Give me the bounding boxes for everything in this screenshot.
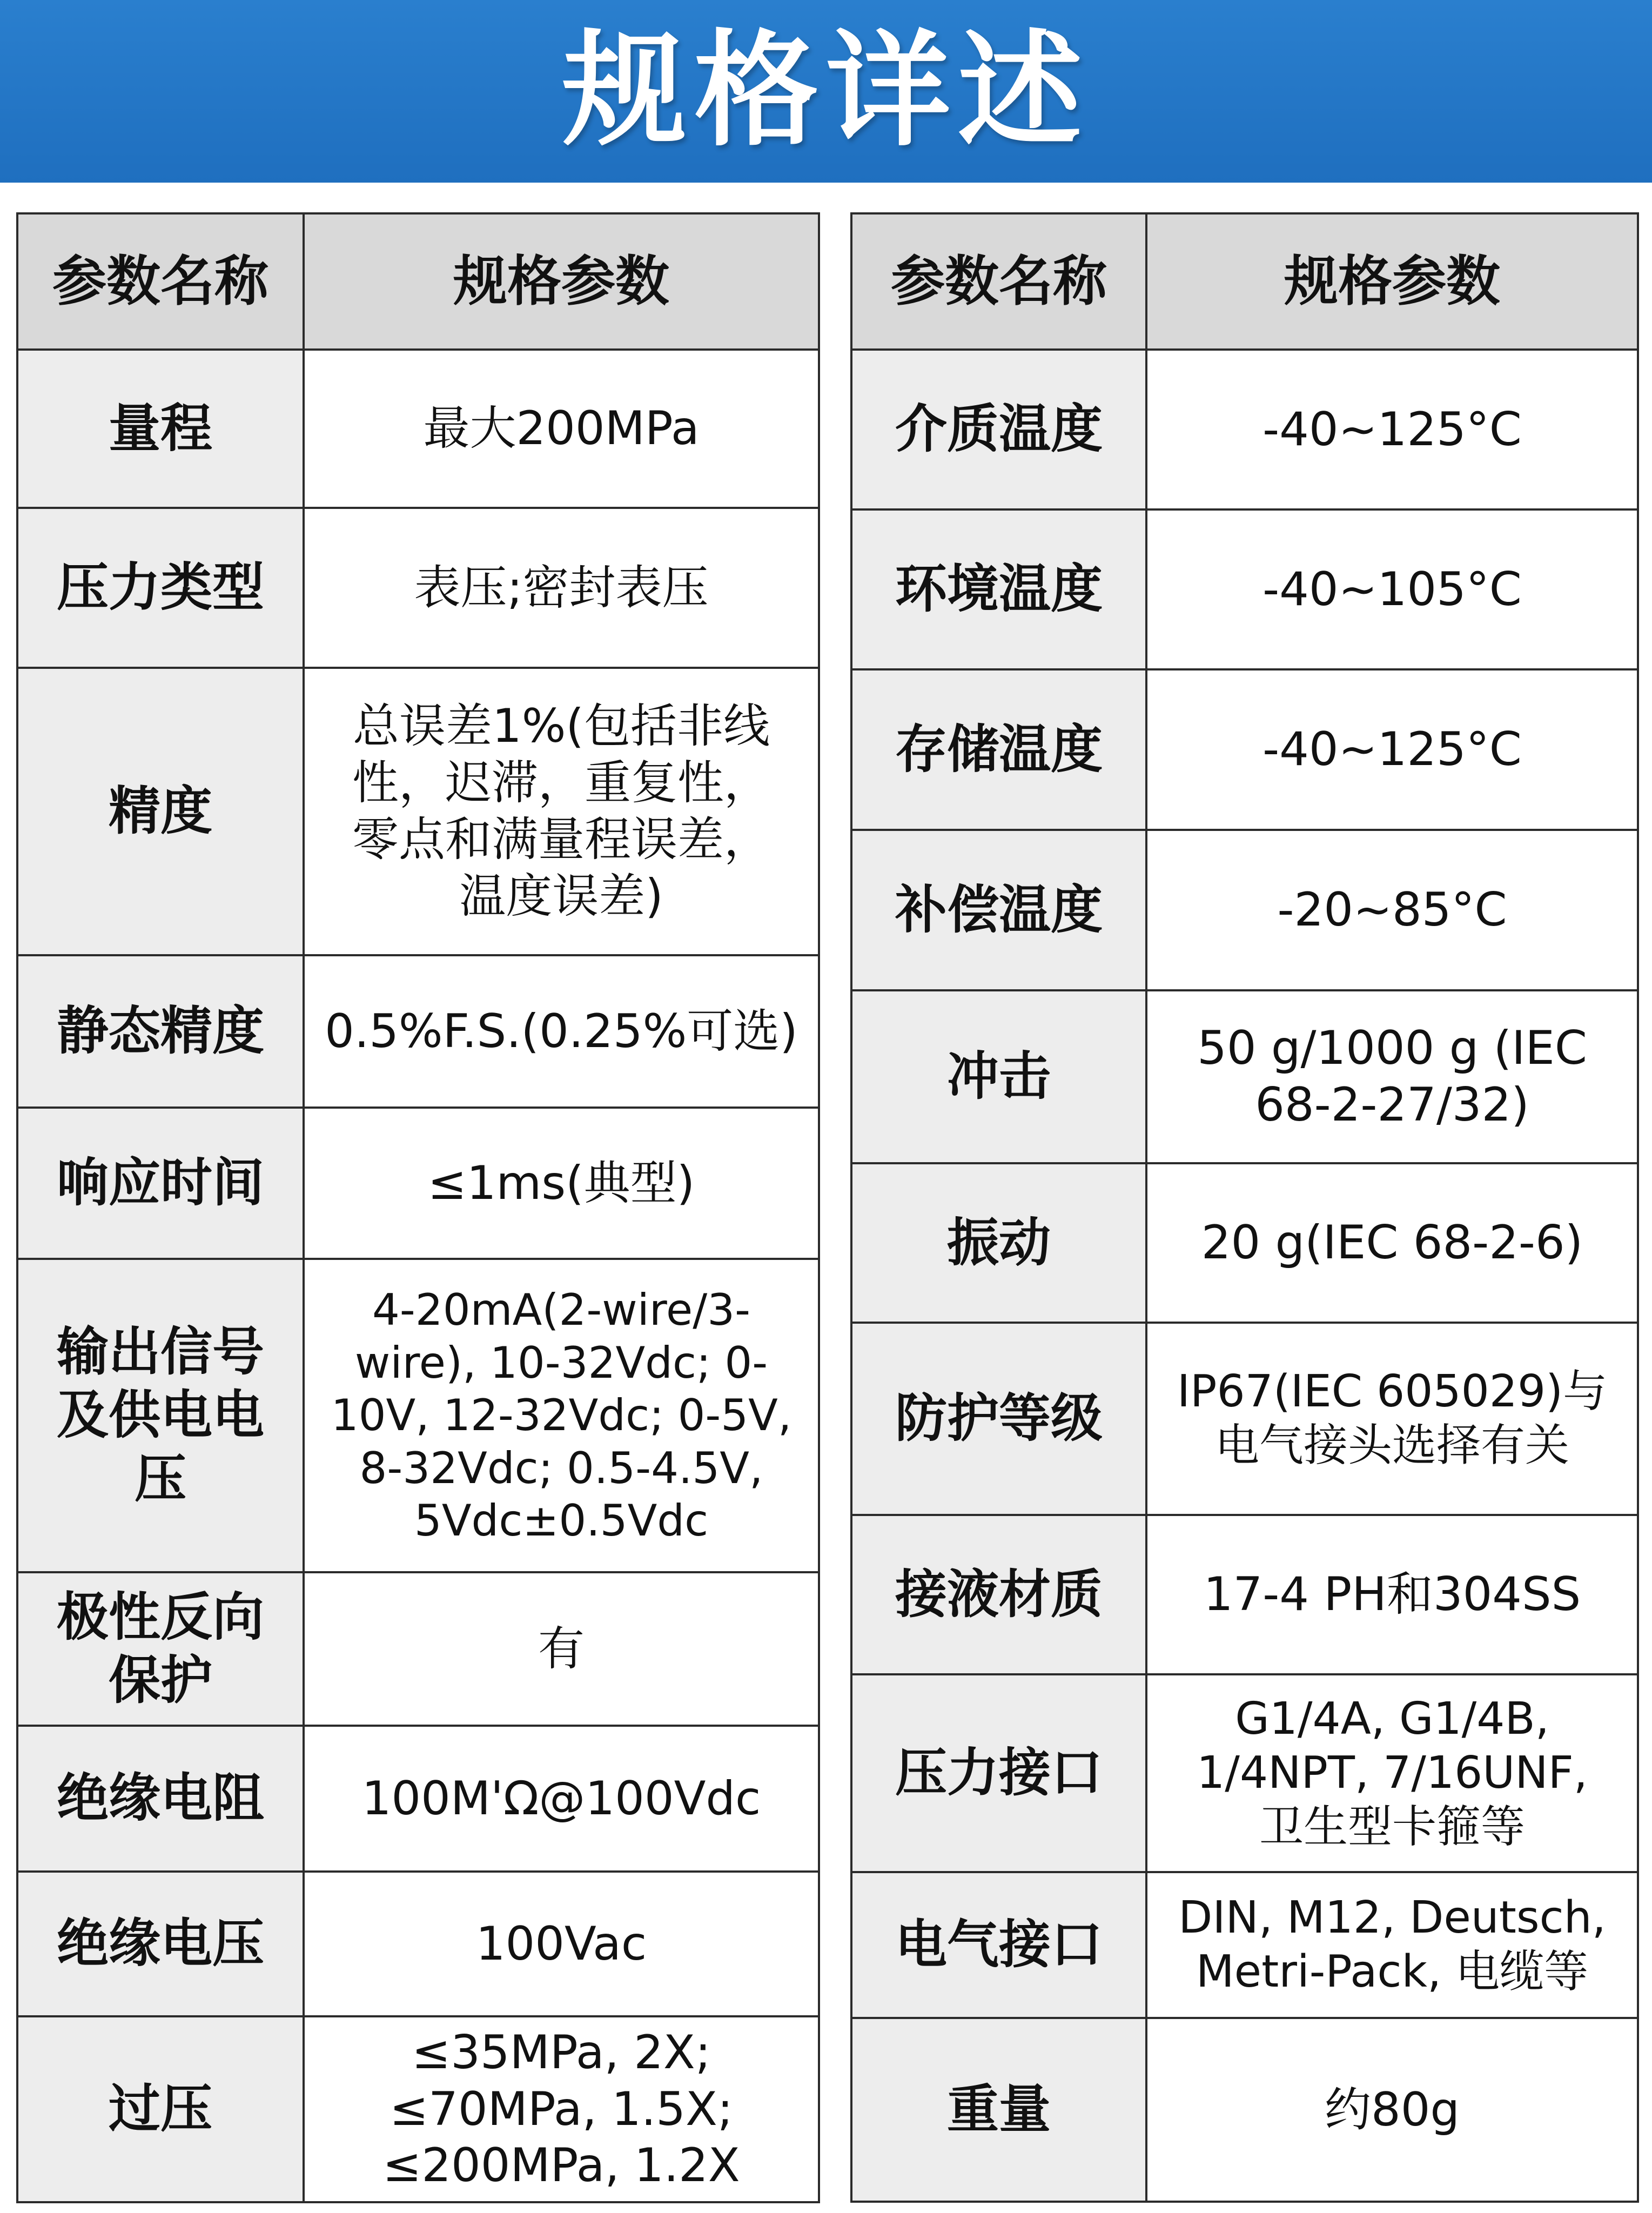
param-value: -40~125°C [1146, 350, 1638, 509]
param-name: 存储温度 [851, 669, 1146, 830]
table-row [17, 1259, 819, 1572]
param-value: G1/4A, G1/4B, 1/4NPT, 7/16UNF, 卫生型卡箍等 [1146, 1674, 1638, 1872]
param-name: 防护等级 [851, 1323, 1146, 1515]
table-row [17, 1872, 819, 2016]
param-name: 补偿温度 [851, 830, 1146, 990]
param-name: 输出信号及供电电压 [17, 1259, 304, 1572]
table-row [17, 1108, 819, 1259]
param-value: -40~125°C [1146, 669, 1638, 830]
param-name: 介质温度 [851, 350, 1146, 509]
param-value: 约80g [1146, 2018, 1638, 2202]
param-name: 接液材质 [851, 1515, 1146, 1674]
param-name: 振动 [851, 1163, 1146, 1323]
spec-table-right [850, 212, 1639, 2203]
column-header-value: 规格参数 [304, 213, 819, 350]
table-row [17, 668, 819, 955]
param-name: 电气接口 [851, 1872, 1146, 2018]
column-header-value: 规格参数 [1146, 213, 1638, 350]
column-header-name: 参数名称 [17, 213, 304, 350]
param-name: 绝缘电阻 [17, 1726, 304, 1872]
table-row [17, 508, 819, 668]
param-value: ≤1ms(典型) [304, 1108, 819, 1259]
param-value: 4-20mA(2-wire/3-wire), 10-32Vdc; 0-10V, 12-32Vdc; 0-5V, 8-32Vdc; 0.5-4.5V, 5Vdc±0.5Vdc [304, 1259, 819, 1572]
spec-table-left [16, 212, 820, 2203]
param-value: 最大200MPa [304, 350, 819, 508]
param-value: 100M'Ω@100Vdc [304, 1726, 819, 1872]
param-name: 压力类型 [17, 508, 304, 668]
table-header-row [17, 213, 819, 350]
column-header-name: 参数名称 [851, 213, 1146, 350]
table-row [851, 1163, 1638, 1323]
param-value: IP67(IEC 605029)与电气接头选择有关 [1146, 1323, 1638, 1515]
param-value: -40~105°C [1146, 509, 1638, 669]
param-name: 重量 [851, 2018, 1146, 2202]
param-value: 有 [304, 1572, 819, 1726]
param-name: 静态精度 [17, 955, 304, 1108]
param-name: 精度 [17, 668, 304, 955]
table-row [851, 2018, 1638, 2202]
param-value: 100Vac [304, 1872, 819, 2016]
table-header-row [851, 213, 1638, 350]
table-row [17, 1572, 819, 1726]
param-value: 0.5%F.S.(0.25%可选) [304, 955, 819, 1108]
table-row [851, 830, 1638, 990]
table-row [851, 1872, 1638, 2018]
param-value: DIN, M12, Deutsch, Metri-Pack, 电缆等 [1146, 1872, 1638, 2018]
param-value: ≤35MPa, 2X; ≤70MPa, 1.5X; ≤200MPa, 1.2X [304, 2016, 819, 2202]
table-row [17, 350, 819, 508]
param-value: 总误差1%(包括非线性，迟滞，重复性，零点和满量程误差，温度误差) [304, 668, 819, 955]
table-row [851, 509, 1638, 669]
table-row [851, 1323, 1638, 1515]
param-name: 绝缘电压 [17, 1872, 304, 2016]
param-name: 环境温度 [851, 509, 1146, 669]
param-name: 冲击 [851, 990, 1146, 1163]
param-name: 量程 [17, 350, 304, 508]
param-value: 表压;密封表压 [304, 508, 819, 668]
table-row [17, 955, 819, 1108]
table-row [851, 669, 1638, 830]
param-name: 响应时间 [17, 1108, 304, 1259]
param-value: 20 g(IEC 68-2-6) [1146, 1163, 1638, 1323]
param-name: 过压 [17, 2016, 304, 2202]
table-row [851, 1515, 1638, 1674]
param-value: 17-4 PH和304SS [1146, 1515, 1638, 1674]
table-row [851, 350, 1638, 509]
param-name: 极性反向保护 [17, 1572, 304, 1726]
param-value: -20~85°C [1146, 830, 1638, 990]
param-name: 压力接口 [851, 1674, 1146, 1872]
table-row [17, 1726, 819, 1872]
param-value: 50 g/1000 g (IEC 68-2-27/32) [1146, 990, 1638, 1163]
page-title: 规格详述 [562, 19, 1090, 163]
title-banner [0, 0, 1652, 183]
table-row [851, 1674, 1638, 1872]
table-row [851, 990, 1638, 1163]
table-row [17, 2016, 819, 2202]
